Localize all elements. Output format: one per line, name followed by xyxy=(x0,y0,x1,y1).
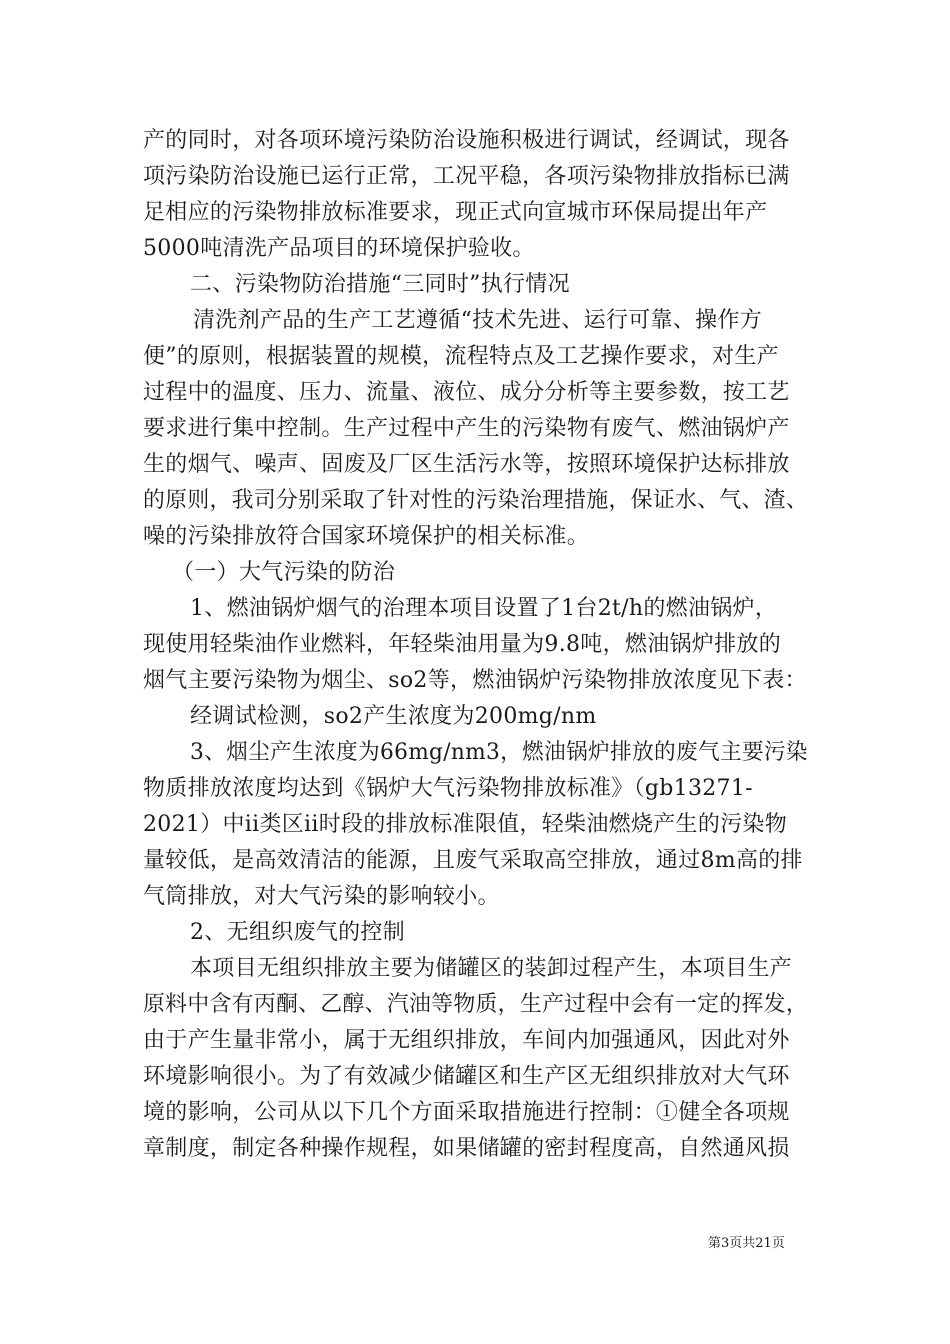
text-line: 经调试检测，so2产生浓度为200mg/nm xyxy=(190,704,597,729)
text-line: 的原则，我司分别采取了针对性的污染治理措施，保证水、气、渣、 xyxy=(143,488,809,513)
text-line: 由于产生量非常小，属于无组织排放，车间内加强通风，因此对外 xyxy=(143,1028,790,1053)
text-line: 本项目无组织排放主要为储罐区的装卸过程产生，本项目生产 xyxy=(190,956,793,981)
text-line: 项污染防治设施已运行正常，工况平稳，各项污染物排放指标已满 xyxy=(143,164,790,189)
text-line: 噪的污染排放符合国家环境保护的相关标准。 xyxy=(143,524,590,549)
text-line: 量较低，是高效清洁的能源，且废气采取高空排放，通过8m高的排 xyxy=(143,848,803,873)
text-line: 5000吨清洗产品项目的环境保护验收。 xyxy=(143,236,535,261)
text-line: 过程中的温度、压力、流量、液位、成分分析等主要参数，按工艺 xyxy=(143,380,790,405)
text-line: 章制度，制定各种操作规程，如果储罐的密封程度高，自然通风损 xyxy=(143,1136,790,1161)
text-line: 足相应的污染物排放标准要求，现正式向宣城市环保局提出年产 xyxy=(143,200,768,225)
text-line: 2021）中ii类区ii时段的排放标准限值，轻柴油燃烧产生的污染物 xyxy=(143,812,788,837)
text-line: 要求进行集中控制。生产过程中产生的污染物有废气、燃油锅炉产 xyxy=(143,416,790,441)
text-line: 境的影响，公司从以下几个方面采取措施进行控制：①健全各项规 xyxy=(143,1100,790,1125)
text-line: 便”的原则，根据装置的规模，流程特点及工艺操作要求，对生产 xyxy=(143,344,779,369)
section-heading: 二、污染物防治措施“三同时”执行情况 xyxy=(190,272,570,297)
text-line: 现使用轻柴油作业燃料，年轻柴油用量为9.8吨，燃油锅炉排放的 xyxy=(143,632,781,657)
text-line: 1、燃油锅炉烟气的治理本项目设置了1台2t/h的燃油锅炉， xyxy=(190,596,778,621)
subsection-heading: （一）大气污染的防治 xyxy=(172,560,396,585)
text-line: 气筒排放，对大气污染的影响较小。 xyxy=(143,884,500,909)
text-line: 环境影响很小。为了有效减少储罐区和生产区无组织排放对大气环 xyxy=(143,1064,790,1089)
subsection-heading: 2、无组织废气的控制 xyxy=(190,920,405,945)
text-line: 烟气主要污染物为烟尘、so2等，燃油锅炉污染物排放浓度见下表： xyxy=(143,668,807,693)
text-line: 清洗剂产品的生产工艺遵循“技术先进、运行可靠、操作方 xyxy=(193,308,763,333)
text-line: 产的同时，对各项环境污染防治设施积极进行调试，经调试，现各 xyxy=(143,128,790,153)
page-number: 第3页共21页 xyxy=(708,1236,785,1251)
text-line: 原料中含有丙酮、乙醇、汽油等物质，生产过程中会有一定的挥发， xyxy=(143,992,809,1017)
text-line: 物质排放浓度均达到《锅炉大气污染物排放标准》（gb13271- xyxy=(143,776,753,801)
text-line: 生的烟气、噪声、固废及厂区生活污水等，按照环境保护达标排放 xyxy=(143,452,790,477)
text-line: 3、烟尘产生浓度为66mg/nm3，燃油锅炉排放的废气主要污染 xyxy=(190,740,808,765)
